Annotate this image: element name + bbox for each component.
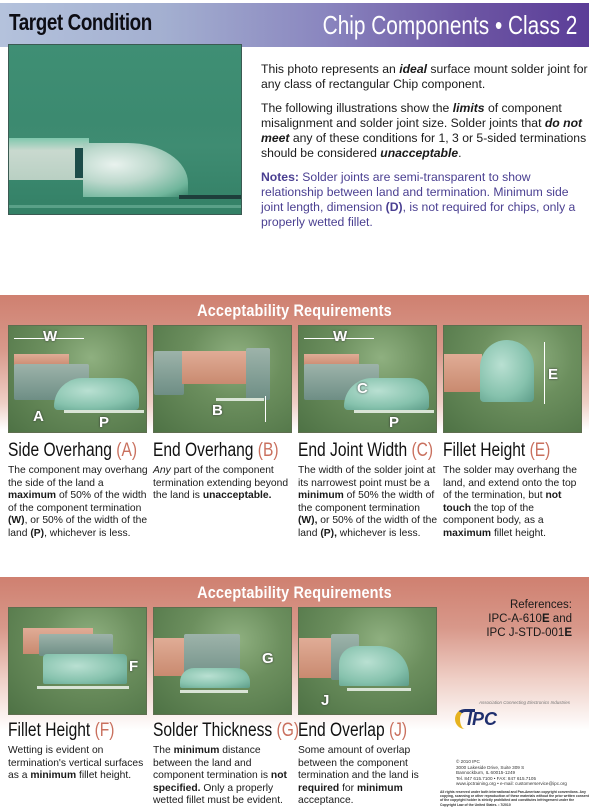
land [354,410,434,413]
requirement-body [298,465,440,540]
requirement-title [443,440,559,462]
footer-address-2: Bannockburn, IL 60015-1249 [456,770,516,776]
termination [39,634,113,656]
intro-paragraph-2 [261,101,591,161]
revision-letter: E [564,627,572,639]
requirement-title [298,440,434,462]
photo-land-trace [179,195,242,199]
title-letter: (J) [388,720,408,741]
text: fillet height. [76,770,132,781]
title-text: Fillet Height [443,440,530,461]
requirement-end-joint-width [298,440,440,540]
intro-text [261,62,591,239]
title-letter: (F) [94,720,115,741]
chip-body [444,354,482,392]
dimension-line [265,396,266,422]
text: fillet height. [491,527,547,539]
bold-text: minimum [173,745,220,756]
text: The width of the solder joint at its narrowest point must be a [298,465,436,489]
text: of component misalignment and solder joint size. Solder joints that [261,101,562,130]
requirement-end-overlap [298,720,440,808]
land [180,690,248,693]
text: The solder may overhang the land, and extend onto the top of the termination, but [443,465,577,501]
title-letter: (C) [411,440,434,461]
chip-body [154,638,188,676]
text: IPC J-STD-001 [486,627,565,639]
text: any of these conditions for 1, 3 or 5-sided terminations should be considered [261,131,587,160]
association-tagline: Association Connecting Electronics Industries [478,700,570,705]
text: or 50% of the width of the land [298,515,438,539]
solder-fillet [339,646,409,686]
text: The [153,745,174,756]
requirement-title [153,440,279,462]
bold-text: not touch [443,490,562,514]
bold-text: (P), [320,527,337,539]
requirement-body [153,745,295,808]
title-letter: (B) [257,440,279,461]
references [470,598,572,640]
solder-fillet [43,654,127,684]
text: of 50% the width of the component termination [298,490,435,514]
solder-fillet [54,378,139,410]
text: The component may overhang the side of the land a [8,465,148,489]
text: surface mount solder joint for any class of rectangular Chip component. [261,62,588,91]
text: and [549,613,572,625]
requirement-end-overhang [153,440,295,503]
bold-text: minimum [298,490,344,501]
text: , is not required for chips, only a properly wetted fillet. [261,200,576,229]
solder-fillet [480,340,534,402]
footer-legal: All rights reserved under both international and Pan-American copyright conventions. Any copying, scanning or other reproduction of these materials without the prior written consent of the copyright holder is strictly prohibited and constitutes infringement under the Copyright Law of the United States. • 7/2010 [440,790,589,807]
solder-fillet [180,668,250,688]
dimension-p: P [389,414,400,431]
title-text: Fillet Height [8,720,95,741]
text: Some amount of overlap between the component termination and the land is [298,745,419,781]
text: distance between the land and component termination is [153,745,271,781]
photo-board-edge [9,205,242,208]
text: . [458,146,462,160]
bold-text: (W), [298,515,318,526]
revision-letter: E [541,613,550,625]
ipc-logo [455,707,515,731]
ipc-logo-text: IPC [467,709,498,729]
target-condition-photo [8,44,242,215]
footer-web: www.ipctraining.org • e-mail: customerservice@ipc.org [456,781,567,787]
dimension-j: J [321,692,330,709]
text: Solder joints are semi-transparent to show relationship between land and termination. Minimum side joint length, dimension [261,170,569,214]
figure-solder-thickness [153,607,292,715]
land [37,686,129,689]
figure-end-overlap [298,607,437,715]
bold-text: not specified. [153,770,287,794]
text: IPC-A-610 [488,613,542,625]
figure-fillet-height-e [443,325,582,433]
figure-end-joint-width [298,325,437,433]
requirement-fillet-height-f [8,720,150,783]
land [216,398,264,401]
title-letter: (E) [529,440,551,461]
text: whichever is less. [336,527,421,539]
italic-text: Any [153,465,171,476]
dimension-f: F [129,658,139,675]
figure-side-overhang [8,325,147,433]
requirement-side-overhang [8,440,150,540]
panel-title: Acceptability Requirements [197,583,392,602]
text: Wetting is evident on termination's vertical surfaces as a [8,745,144,781]
title-text: Solder Thickness [153,720,277,741]
figure-end-overhang [153,325,292,433]
requirement-solder-thickness [153,720,300,808]
bold-text: (P) [30,527,45,539]
requirement-body [8,745,150,783]
dimension-label: (D) [385,200,403,214]
title-text: End Overhang [153,440,258,461]
title-text: End Overlap [298,720,389,741]
header-banner [0,3,589,47]
reference-ipc-a-610 [470,612,572,626]
termination-left [154,351,184,395]
dimension-a: A [33,408,44,425]
footer-phone: Tel. 847 615.7100 • FAX: 847 615.7105 [456,775,537,781]
header-left-title: Target Condition [9,9,152,35]
text: acceptance. [298,795,354,806]
chip-body [299,638,333,678]
text: part of the component termination extending beyond the land is [153,465,289,501]
dimension-w: W [333,328,348,345]
requirement-title [153,720,300,742]
requirement-title [8,440,138,462]
text: The following illustrations show the [261,101,453,115]
requirement-body [153,465,295,503]
emphasis: unacceptable [380,146,459,160]
dimension-w: W [43,328,58,345]
dimension-line [544,342,545,404]
bold-text: minimum [356,782,403,794]
bold-text: maximum [8,490,57,501]
figure-fillet-height-f [8,607,147,715]
emphasis: do not meet [261,116,583,145]
footer-address-1: 3000 Lakeside Drive, Suite 309 S [456,764,525,770]
intro-paragraph-1 [261,62,591,92]
text: Only a properly wetted fillet must be evident. [153,782,283,806]
reference-j-std-001 [470,626,572,640]
references-label: References: [509,599,572,611]
text: This photo represents an [261,62,400,76]
text: , or 50% of the width of the land [8,515,148,539]
title-letter: (A) [116,440,138,461]
emphasis: ideal [399,62,427,76]
requirement-body [443,465,585,540]
dimension-e: E [548,366,559,383]
panel-title: Acceptability Requirements [197,301,392,320]
header-right-title: Chip Components • Class 2 [322,10,577,40]
footer-copyright: © 2010 IPC [456,759,480,764]
intro-notes [261,170,591,230]
text: the top of the component body, as a [443,502,544,526]
footer-contact [456,759,586,787]
requirement-fillet-height-e [443,440,585,540]
bold-text: maximum [443,527,492,539]
chip-body [182,351,248,384]
requirement-title [8,720,124,742]
dimension-b: B [212,402,223,419]
bold-text: required [298,782,340,794]
dimension-g: G [262,650,274,667]
requirement-body [8,465,150,540]
bold-text: unacceptable. [202,490,272,501]
title-letter: (G) [276,720,300,741]
requirement-title [298,720,414,742]
text: , whichever is less. [44,527,131,539]
dimension-p: P [99,414,110,431]
title-text: End Joint Width [298,440,412,461]
dimension-c: C [357,380,368,397]
requirement-body [298,745,440,808]
notes-label: Notes: [261,170,299,184]
bold-text: (W) [8,515,25,526]
text: for [339,782,357,794]
text: of 50% of the width of the component termination [8,490,147,514]
emphasis: limits [452,101,485,115]
photo-solder-fillet [83,143,188,197]
title-text: Side Overhang [8,440,117,461]
land [347,688,411,691]
termination-right [246,348,270,400]
bold-text: minimum [30,770,77,781]
land [64,410,144,413]
